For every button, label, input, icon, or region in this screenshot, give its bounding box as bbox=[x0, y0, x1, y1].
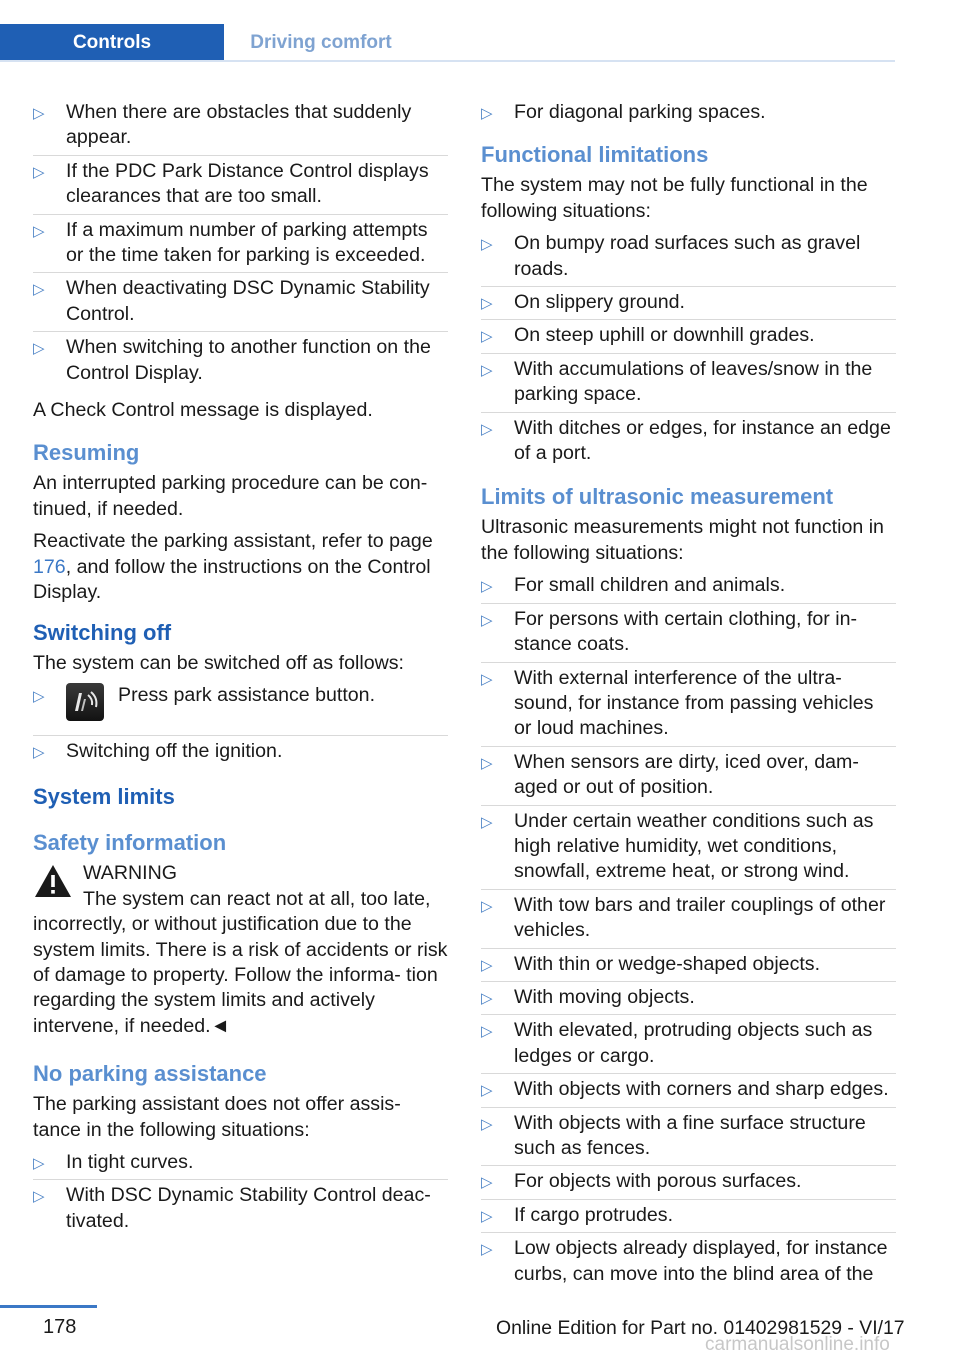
functional-limitations-list bbox=[481, 231, 896, 470]
header-tab-driving-comfort: Driving comfort bbox=[250, 32, 392, 53]
header-tab-controls: Controls bbox=[0, 24, 224, 62]
functional-limitations-heading: Functional limitations bbox=[481, 142, 709, 168]
list-item: ▷ With elevated, protruding objects such as ledges or cargo. bbox=[481, 1018, 896, 1074]
ultrasonic-limits-paragraph: Ultrasonic measurements might not function in the following situations: bbox=[481, 516, 884, 564]
bullet-triangle-icon: ▷ bbox=[481, 956, 493, 974]
no-assistance-list bbox=[33, 1150, 448, 1238]
list-item: ▷ Press park assistance button. bbox=[33, 683, 448, 736]
list-item: ▷ When switching to another function on the Control Display. bbox=[33, 336, 431, 384]
list-item: ▷ If the PDC Park Distance Control displays clearances that are too small. bbox=[33, 159, 448, 215]
header-rule bbox=[0, 60, 895, 62]
list-item: ▷ With objects with a fine surface structure such as fences. bbox=[481, 1111, 896, 1167]
ultrasonic-limits-heading: Limits of ultrasonic measurement bbox=[481, 484, 834, 510]
warning-title: WARNING bbox=[83, 862, 177, 885]
list-item: ▷ With moving objects. bbox=[481, 985, 896, 1015]
list-item: ▷ When there are obstacles that suddenly appear. bbox=[33, 100, 448, 156]
resuming-reactivate-paragraph: Reactivate the parking assistant, refer to page 176, and follow the instructions on the Control Display. bbox=[33, 530, 433, 604]
list-item: ▷ When deactivating DSC Dynamic Stability Control. bbox=[33, 276, 448, 332]
page-number: 178 bbox=[43, 1316, 77, 1338]
list-item: ▷ For small children and animals. bbox=[481, 573, 896, 603]
bullet-triangle-icon: ▷ bbox=[481, 1174, 493, 1192]
bullet-triangle-icon: ▷ bbox=[481, 1023, 493, 1041]
list-item: ▷ Low objects already displayed, for instance curbs, can move into the blind area of the bbox=[481, 1237, 888, 1285]
list-item: ▷ With external interference of the ultra‐ sound, for instance from passing vehicles or loud machines. bbox=[481, 666, 896, 747]
check-control-text: A Check Control message is displayed. bbox=[33, 399, 373, 422]
list-item: ▷ With ditches or edges, for instance an edge of a port. bbox=[481, 416, 891, 465]
bullet-triangle-icon: ▷ bbox=[481, 236, 493, 254]
bullet-triangle-icon: ▷ bbox=[481, 105, 493, 122]
bullet-triangle-icon: ▷ bbox=[481, 611, 493, 629]
list-item: ▷ When sensors are dirty, iced over, dam‐ aged or out of position. bbox=[481, 750, 896, 806]
bullet-triangle-icon: ▷ bbox=[33, 1188, 45, 1206]
bullet-triangle-icon: ▷ bbox=[33, 281, 45, 299]
list-item: ▷ On slippery ground. bbox=[481, 290, 896, 320]
bullet-triangle-icon: ▷ bbox=[481, 754, 493, 772]
system-limits-heading: System limits bbox=[33, 784, 175, 810]
ultrasonic-limits-list bbox=[481, 573, 896, 1291]
bullet-triangle-icon: ▷ bbox=[33, 105, 45, 122]
bullet-triangle-icon: ▷ bbox=[481, 1115, 493, 1133]
list-item: ▷ With accumulations of leaves/snow in the parking space. bbox=[481, 357, 896, 413]
bullet-triangle-icon: ▷ bbox=[33, 743, 45, 761]
list-item: ▷ Under certain weather conditions such as high relative humidity, wet conditions, snowfall, extreme heat, or strong wind. bbox=[481, 809, 896, 890]
list-item: ▷ On bumpy road surfaces such as gravel roads. bbox=[481, 231, 896, 287]
list-item: ▷ With tow bars and trailer couplings of other vehicles. bbox=[481, 893, 896, 949]
switching-off-paragraph: The system can be switched off as follows: bbox=[33, 651, 404, 674]
watermark: carmanualsonline.info bbox=[705, 1334, 890, 1355]
diagonal-list bbox=[481, 100, 896, 129]
bullet-triangle-icon: ▷ bbox=[481, 295, 493, 313]
no-parking-assistance-heading: No parking assistance bbox=[33, 1061, 267, 1087]
warning-text: The system can react not at all, too late, incorrectly, or without justification due to the system limits. There is a risk of accidents or risk of damage to property. Follow the informa‐ tion regarding the system limits and actively intervene, if needed.◄ bbox=[33, 887, 448, 1037]
bullet-triangle-icon: ▷ bbox=[481, 670, 493, 688]
footer-rule bbox=[0, 1305, 97, 1308]
list-item: ▷ For objects with porous surfaces. bbox=[481, 1169, 896, 1199]
list-item: ▷ Switching off the ignition. bbox=[33, 739, 448, 768]
no-parking-assistance-paragraph: The parking assistant does not offer assis‐ tance in the following situations: bbox=[33, 1093, 401, 1141]
bullet-triangle-icon: ▷ bbox=[481, 328, 493, 346]
page-link[interactable]: 176 bbox=[33, 555, 66, 578]
functional-limitations-paragraph: The system may not be fully functional in the following situations: bbox=[481, 174, 868, 222]
list-item: ▷ If a maximum number of parking attempts or the time taken for parking is exceeded. bbox=[33, 218, 448, 274]
bullet-triangle-icon: ▷ bbox=[481, 897, 493, 915]
bullet-triangle-icon: ▷ bbox=[481, 1082, 493, 1100]
switching-off-heading: Switching off bbox=[33, 619, 172, 645]
bullet-triangle-icon: ▷ bbox=[481, 578, 493, 596]
list-item: ▷ For persons with certain clothing, for in‐ stance coats. bbox=[481, 607, 896, 663]
resuming-paragraph: An interrupted parking procedure can be con‐ tinued, if needed. bbox=[33, 472, 428, 520]
list-item: ▷ With objects with corners and sharp edges. bbox=[481, 1077, 896, 1107]
bullet-triangle-icon: ▷ bbox=[481, 1207, 493, 1225]
park-assist-button-icon bbox=[66, 683, 104, 721]
list-item: ▷ On steep uphill or downhill grades. bbox=[481, 323, 896, 353]
warning-box bbox=[33, 861, 448, 1039]
bullet-triangle-icon: ▷ bbox=[33, 340, 45, 358]
bullet-triangle-icon: ▷ bbox=[33, 687, 45, 705]
bullet-triangle-icon: ▷ bbox=[481, 1241, 493, 1259]
abort-conditions-list bbox=[33, 100, 448, 390]
list-item: ▷ With thin or wedge-shaped objects. bbox=[481, 952, 896, 982]
safety-information-heading: Safety information bbox=[33, 830, 227, 856]
edition-text: Online Edition for Part no. 01402981529 - VI/17 bbox=[496, 1317, 905, 1339]
bullet-triangle-icon: ▷ bbox=[481, 361, 493, 379]
left-column bbox=[33, 100, 448, 1246]
list-item: ▷ For diagonal parking spaces. bbox=[481, 100, 896, 129]
bullet-triangle-icon: ▷ bbox=[33, 222, 45, 240]
bullet-triangle-icon: ▷ bbox=[481, 989, 493, 1007]
switching-off-list bbox=[33, 683, 448, 768]
warning-triangle-icon bbox=[33, 863, 73, 899]
bullet-triangle-icon: ▷ bbox=[481, 813, 493, 831]
list-item: ▷ With DSC Dynamic Stability Control deac‐ tivated. bbox=[33, 1184, 431, 1232]
list-item: ▷ If cargo protrudes. bbox=[481, 1203, 896, 1233]
bullet-triangle-icon: ▷ bbox=[33, 1154, 45, 1172]
list-item: ▷ In tight curves. bbox=[33, 1150, 448, 1180]
resuming-heading: Resuming bbox=[33, 440, 140, 466]
bullet-triangle-icon: ▷ bbox=[481, 420, 493, 438]
bullet-triangle-icon: ▷ bbox=[33, 163, 45, 181]
right-column bbox=[481, 100, 896, 1299]
